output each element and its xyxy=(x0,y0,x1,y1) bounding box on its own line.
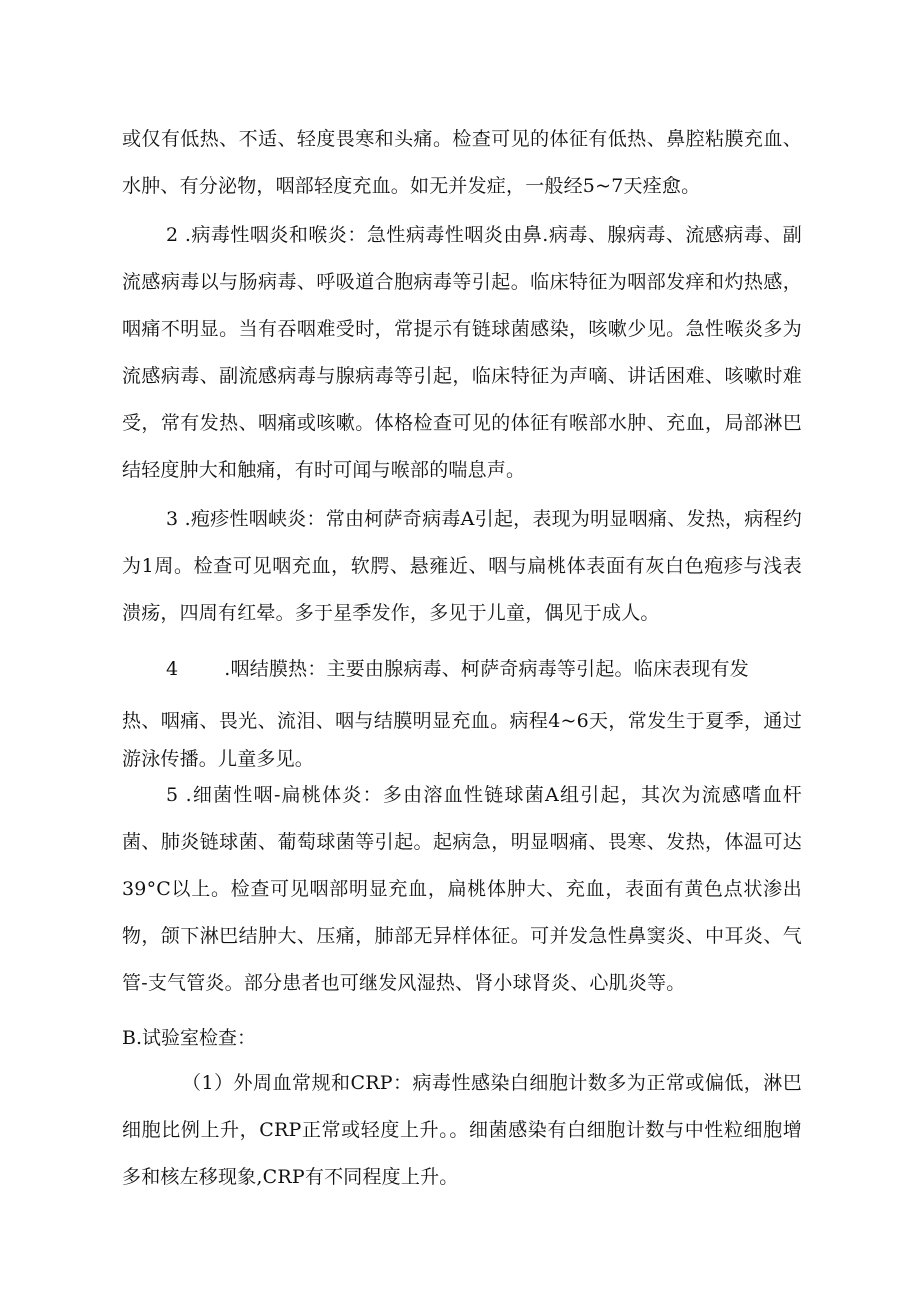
paragraph-intro: 或仅有低热、不适、轻度畏寒和头痛。检查可见的体征有低热、鼻腔粘膜充血、水肿、有分泌物，咽部轻度充血。如无并发症，一般经5~7天痊愈。 xyxy=(122,128,802,197)
paragraph-bacterial-tonsillitis xyxy=(122,772,802,1007)
paragraph-blood-routine-crp: （1）外周血常规和CRP：病毒性感染白细胞计数多为正常或偏低，淋巴细胞比例上升，CRP正常或轻度上升。。细菌感染有白细胞计数与中性粒细胞增多和核左移现象,CRP有不同程度上升。 xyxy=(122,1072,802,1188)
item-number: 4 xyxy=(166,658,179,680)
paragraph-pharyngoconjunctival-fever xyxy=(122,650,802,778)
paragraph-text-rest: 热、咽痛、畏光、流泪、咽与结膜明显充血。病程4~6天，常发生于夏季，通过游泳传播。儿童多见。 xyxy=(122,710,802,770)
paragraph-text-line1: .咽结膜热：主要由腺病毒、柯萨奇病毒等引起。临床表现有发 xyxy=(224,658,749,680)
paragraph-text: .疱疹性咽峡炎：常由柯萨奇病毒A引起，表现为明显咽痛、发热，病程约为1周。检查可见咽充血，软腭、悬雍近、咽与扁桃体表面有灰白色疱疹与浅表溃疡，四周有红晕。多于星季发作，多见于儿童，偶见于成人。 xyxy=(122,508,802,624)
paragraph-text: .病毒性咽炎和喉炎：急性病毒性咽炎由鼻.病毒、腺病毒、流感病毒、副流感病毒以与肠病毒、呼吸道合胞病毒等引起。临床特征为咽部发痒和灼热感，咽痛不明显。当有吞咽难受时，常提示有链球菌感染，咳嗽少见。急性喉炎多为流感病毒、副流感病毒与腺病毒等引起，临床特征为声嘀、讲话困难、咳嗽时难受，常有发热、咽痛或咳嗽。体格检查可见的体征有喉部水肿、充血，局部淋巴结轻度肿大和触痛，有时可闻与喉部的喘息声。 xyxy=(122,224,802,481)
paragraph-viral-pharyngitis xyxy=(122,212,802,494)
paragraph-herpangina xyxy=(122,496,802,637)
item-number: 5 xyxy=(166,784,179,806)
paragraph-text: .细菌性咽-扁桃体炎：多由溶血性链球菌A组引起，其次为流感嗜血杆菌、肺炎链球菌、葡萄球菌等引起。起病急，明显咽痛、畏寒、发热，体温可达39°C以上。检查可见咽部明显充血，扁桃体肿大、充血，表面有黄色点状渗出物，颌下淋巴结肿大、压痛，肺部无异样体征。可并发急性鼻窦炎、中耳炎、气管-支气管炎。部分患者也可继发风湿热、肾小球肾炎、心肌炎等。 xyxy=(122,784,802,994)
section-heading-lab-tests: B.试验室检查： xyxy=(122,1027,257,1049)
item-number: 3 xyxy=(166,508,179,530)
item-number: 2 xyxy=(166,224,179,246)
